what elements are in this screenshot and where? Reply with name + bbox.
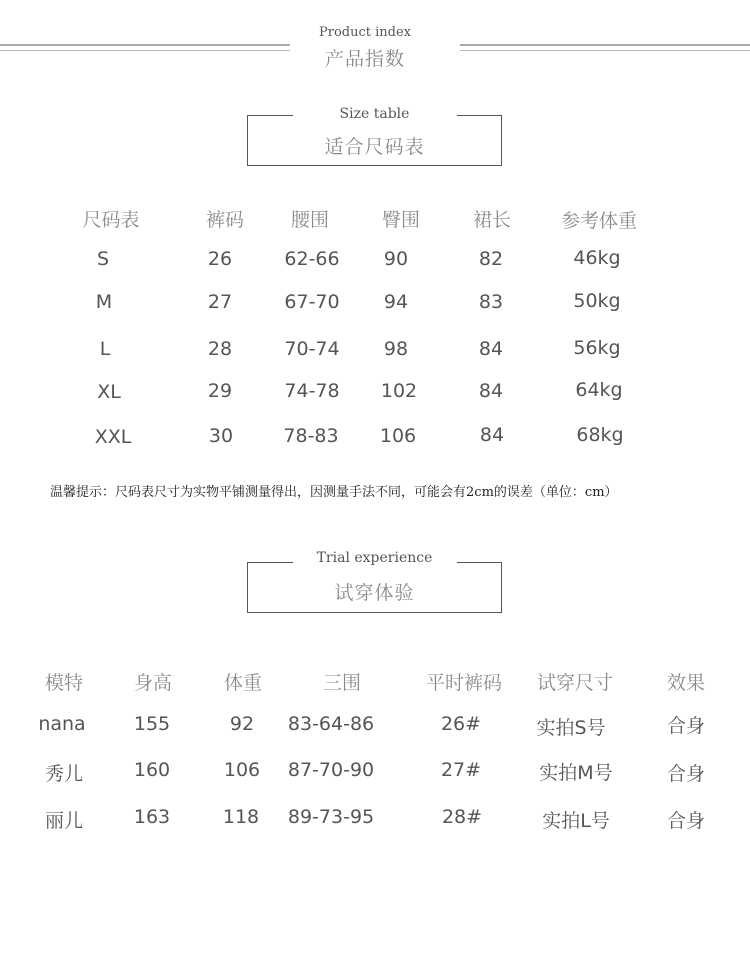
trial-header-model: 模特 bbox=[44, 672, 84, 694]
size-cell: 50kg bbox=[573, 290, 621, 312]
trial-cell: 实拍M号 bbox=[539, 762, 613, 784]
size-cell: 90 bbox=[383, 248, 409, 270]
trial-cell: 118 bbox=[222, 806, 260, 828]
size-cell: XL bbox=[97, 381, 121, 403]
size-cell: 106 bbox=[379, 425, 417, 447]
trial-cell: 87-70-90 bbox=[287, 759, 375, 781]
trial-cell: 26# bbox=[440, 713, 482, 735]
size-cell: 28 bbox=[207, 338, 233, 360]
trial-cell: 27# bbox=[440, 759, 482, 781]
size-header-weight: 参考体重 bbox=[560, 210, 638, 232]
trial-cell: 合身 bbox=[666, 763, 706, 785]
size-cell: L bbox=[99, 338, 111, 360]
trial-cell: 合身 bbox=[666, 715, 706, 737]
header-title-en: Product index bbox=[319, 25, 411, 40]
size-cell: 102 bbox=[380, 380, 418, 402]
size-cell: 84 bbox=[478, 338, 504, 360]
size-cell: 29 bbox=[207, 380, 233, 402]
trial-cell: 实拍S号 bbox=[536, 717, 606, 739]
trial-cell: 163 bbox=[133, 806, 171, 828]
trial-header-height: 身高 bbox=[133, 672, 173, 694]
size-cell: 94 bbox=[383, 291, 409, 313]
tip-text-e: ） bbox=[604, 485, 618, 500]
trial-cell: 合身 bbox=[666, 810, 706, 832]
size-cell: 83 bbox=[478, 291, 504, 313]
trial-cell: 160 bbox=[133, 759, 171, 781]
trial-cell: 28# bbox=[441, 806, 483, 828]
trial-cell: 92 bbox=[229, 713, 255, 735]
trial-header-weight: 体重 bbox=[223, 672, 263, 694]
header-title-zh: 产品指数 bbox=[324, 48, 405, 70]
trial-header-trial-size: 试穿尺寸 bbox=[536, 672, 614, 694]
trial-cell: 89-73-95 bbox=[287, 806, 375, 828]
size-cell: 56kg bbox=[573, 337, 621, 359]
trial-cell: 实拍L号 bbox=[542, 810, 610, 832]
trial-cell: 155 bbox=[133, 713, 171, 735]
tip-text-d: cm bbox=[584, 485, 605, 500]
size-cell: 78-83 bbox=[283, 425, 339, 447]
size-tip-note bbox=[50, 481, 618, 500]
trial-header-measurements: 三围 bbox=[322, 672, 362, 694]
size-cell: 98 bbox=[383, 338, 409, 360]
trial-cell: 丽儿 bbox=[44, 810, 84, 832]
tip-text-c: 的误差（单位： bbox=[493, 485, 585, 500]
tip-text-a: 温馨提示：尺码表尺寸为实物平铺测量得出，因测量手法不同，可能会有 bbox=[50, 485, 467, 500]
size-cell: 46kg bbox=[573, 247, 621, 269]
size-cell: 82 bbox=[478, 248, 504, 270]
size-cell: 70-74 bbox=[284, 338, 340, 360]
size-cell: 64kg bbox=[575, 379, 623, 401]
size-cell: XXL bbox=[94, 426, 132, 448]
size-header-hip: 臀围 bbox=[381, 209, 421, 231]
size-header-pants-size: 裤码 bbox=[205, 209, 245, 231]
size-cell: 30 bbox=[208, 425, 234, 447]
trial-section-title-zh: 试穿体验 bbox=[334, 582, 415, 604]
trial-cell: nana bbox=[38, 713, 86, 735]
size-section-title-en: Size table bbox=[339, 106, 410, 122]
trial-header-usual-size: 平时裤码 bbox=[425, 672, 503, 694]
size-cell: S bbox=[96, 248, 110, 270]
size-header-length: 裙长 bbox=[472, 209, 512, 231]
trial-cell: 106 bbox=[223, 759, 261, 781]
tip-text-b: 2cm bbox=[466, 485, 494, 500]
size-cell: 27 bbox=[207, 291, 233, 313]
size-header-size: 尺码表 bbox=[82, 209, 140, 231]
size-section-title-zh: 适合尺码表 bbox=[324, 136, 425, 158]
size-cell: 26 bbox=[207, 248, 233, 270]
trial-cell: 秀儿 bbox=[44, 763, 84, 785]
trial-section-title-en: Trial experience bbox=[316, 550, 433, 566]
trial-header-effect: 效果 bbox=[666, 672, 706, 694]
size-cell: 68kg bbox=[576, 424, 624, 446]
size-cell: 84 bbox=[478, 380, 504, 402]
size-cell: M bbox=[95, 291, 113, 313]
size-cell: 74-78 bbox=[284, 380, 340, 402]
size-cell: 67-70 bbox=[284, 291, 340, 313]
size-cell: 84 bbox=[479, 424, 505, 446]
size-header-waist: 腰围 bbox=[290, 209, 330, 231]
trial-cell: 83-64-86 bbox=[287, 713, 375, 735]
size-cell: 62-66 bbox=[284, 248, 340, 270]
